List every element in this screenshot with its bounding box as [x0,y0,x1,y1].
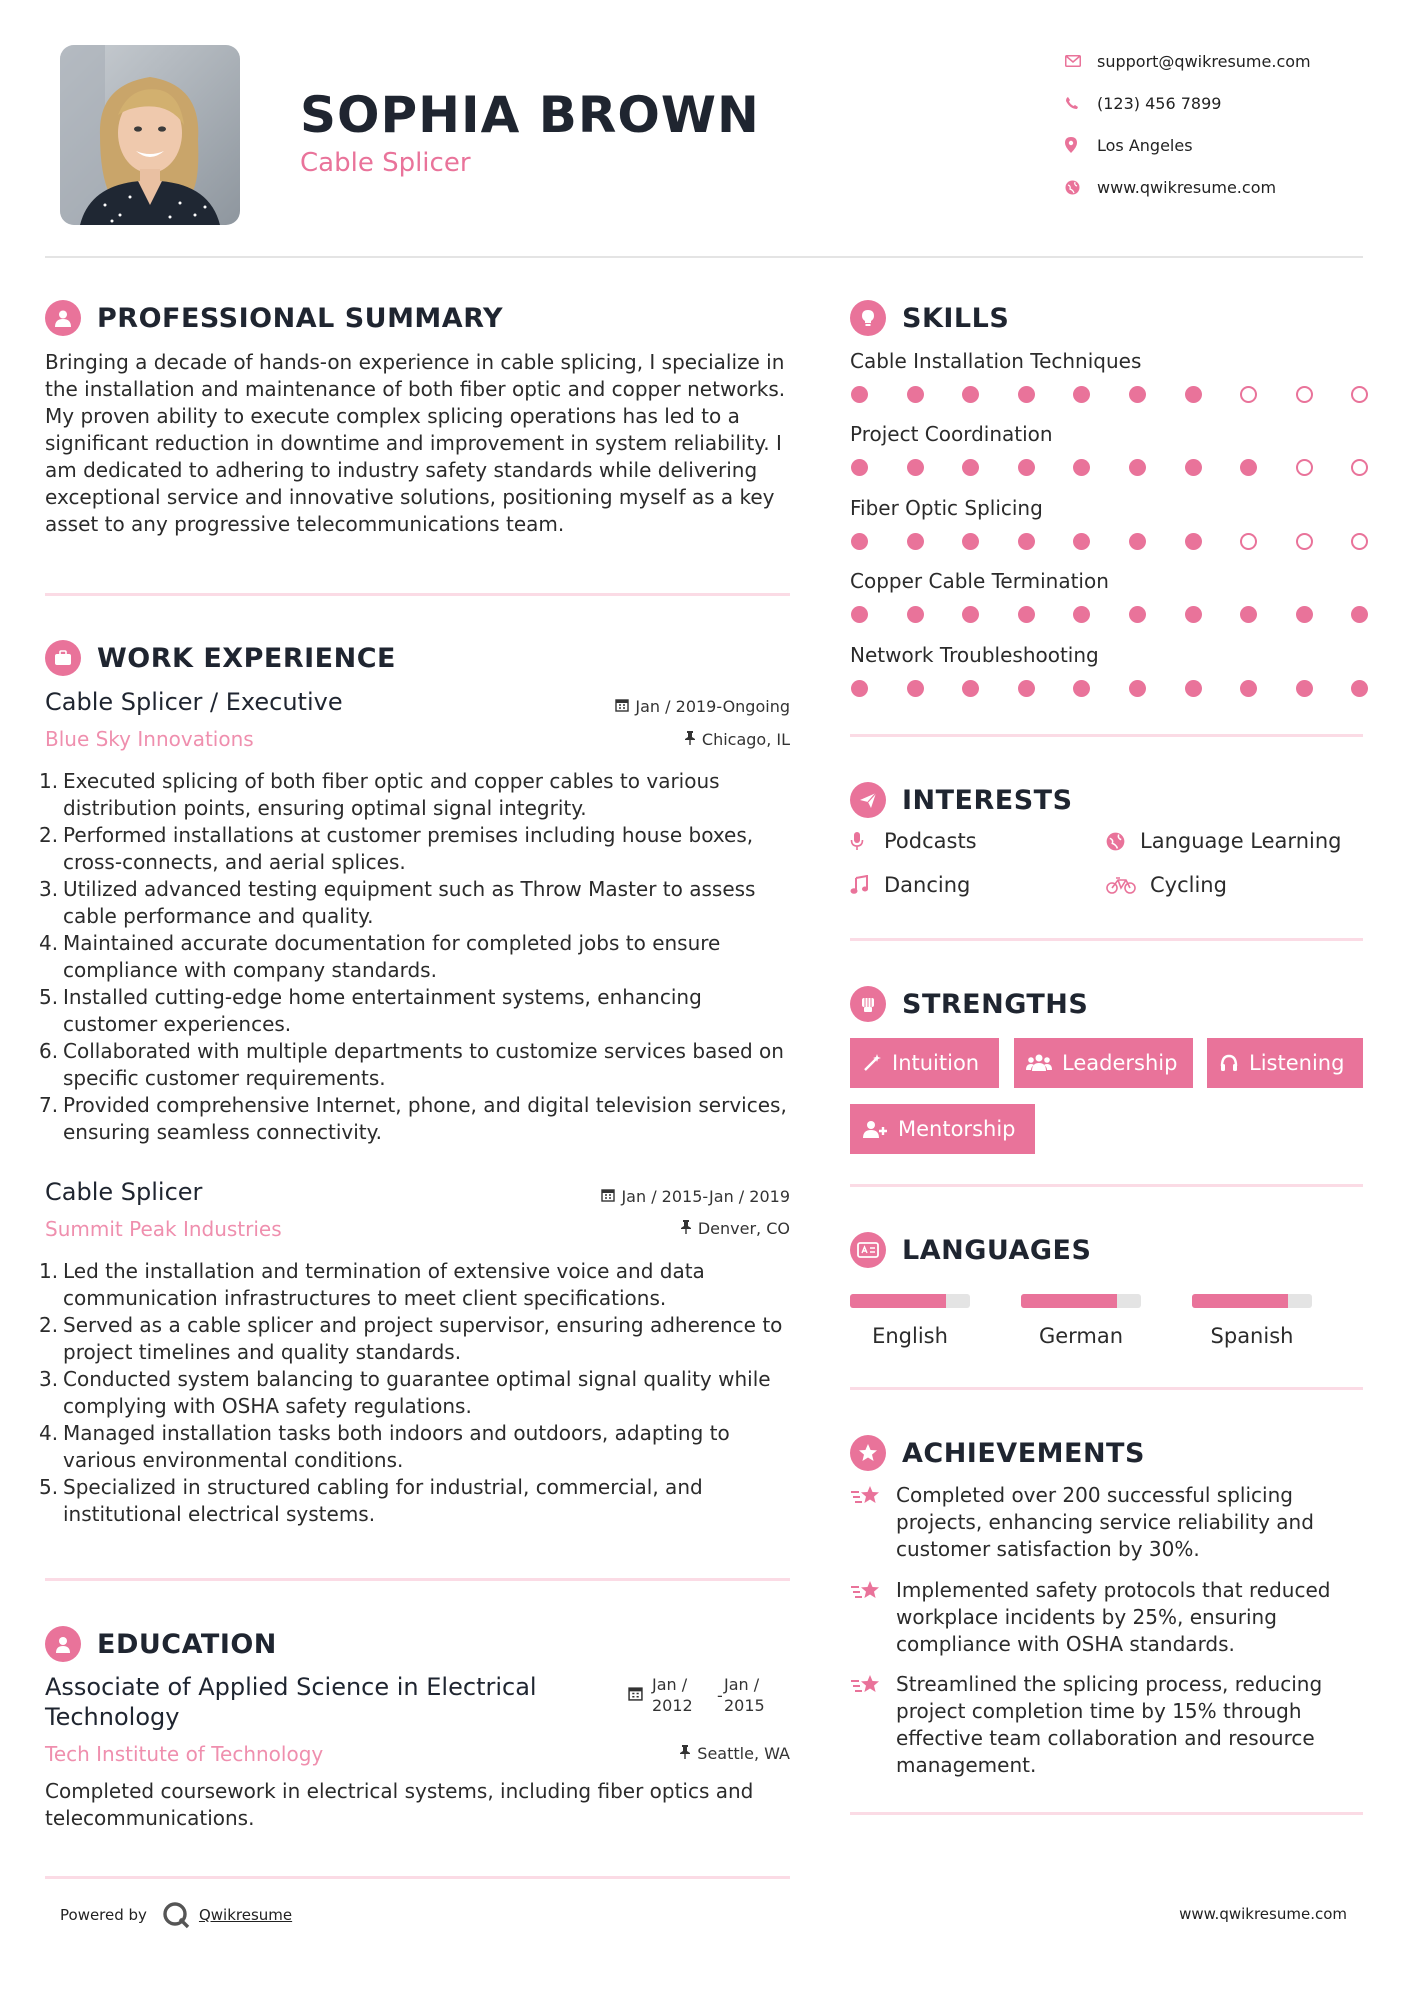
skill-dot-filled [1351,606,1368,623]
raised-fist-icon [850,986,886,1022]
pushpin-icon [684,730,696,749]
skill-dot-filled [1185,459,1202,476]
skill-name: Copper Cable Termination [850,569,1109,593]
skill-dot-filled [1073,606,1090,623]
skill-dot-filled [1240,680,1257,697]
skill-dot-filled [1073,459,1090,476]
qwikresume-logo-icon [161,1900,191,1930]
briefcase-icon [45,640,81,676]
skill-dot-filled [851,386,868,403]
skill-dot-filled [1296,680,1313,697]
list-item: 3. Conducted system balancing to guarantee optimal signal quality while complying with OSHA safety regulations. [39,1367,771,1418]
job-date [490,697,790,716]
language-name: English [872,1324,948,1348]
school-location-text: Seattle, WA [697,1744,790,1763]
achievements-title: ACHIEVEMENTS [902,1437,1145,1469]
skill-name: Fiber Optic Splicing [850,496,1043,520]
list-item: 3. Utilized advanced testing equipment such as Throw Master to assess cable performance and quality. [39,877,756,928]
envelope-icon [1065,51,1097,71]
summary-title: PROFESSIONAL SUMMARY [97,302,504,334]
achievement-item: Streamlined the splicing process, reducing project completion time by 15% through effective team collaboration and resource management. [850,1671,1363,1779]
skill-dot-filled [1185,533,1202,550]
education-start: Jan / 2012 [652,1675,693,1715]
interest-cycling: Cycling [1106,873,1227,897]
experience-divider [45,1578,790,1581]
job-date-text: Jan / 2015-Jan / 2019 [621,1187,790,1206]
shooting-star-icon [850,1482,896,1563]
interest-podcasts: Podcasts [850,829,977,853]
profile-photo [60,45,240,225]
skill-dot-filled [851,533,868,550]
job-bullets [39,768,795,1146]
skill-dot-filled [907,386,924,403]
contact-website[interactable] [1065,166,1385,208]
skill-dot-filled [1129,680,1146,697]
skill-rating [851,459,1407,476]
company-name: Blue Sky Innovations [45,727,254,751]
strength-tag-intuition: Intuition [850,1038,999,1088]
skill-dot-filled [1018,606,1035,623]
shooting-star-icon [850,1671,896,1779]
strength-tag-mentorship: Mentorship [850,1104,1035,1154]
globe-icon [1106,832,1132,851]
languages-heading [850,1230,1091,1270]
contact-list [1065,40,1385,208]
skill-dot-filled [851,606,868,623]
experience-title: WORK EXPERIENCE [97,642,396,674]
contact-email[interactable] [1065,40,1385,82]
skill-dot-filled [1185,606,1202,623]
job-location [490,1219,790,1238]
achievement-item: Completed over 200 successful splicing projects, enhancing service reliability and customer satisfaction by 30%. [850,1482,1363,1563]
skills-heading [850,298,1009,338]
phone-icon [1065,93,1097,113]
job-title: Cable Splicer / Executive [45,688,343,716]
language-bar-spanish [1192,1294,1312,1308]
list-item: 4. Maintained accurate documentation for completed jobs to ensure compliance with company standards. [39,931,721,982]
job-location-text: Denver, CO [697,1219,790,1238]
powered-label: Powered by [60,1906,147,1924]
skill-dot-filled [1185,680,1202,697]
list-item: 1. Led the installation and termination of extensive voice and data communication infrastructures to meet client specifications. [39,1259,705,1310]
list-item: 6. Collaborated with multiple departments to customize services based on specific customer requirements. [39,1039,784,1090]
strengths-title: STRENGTHS [902,988,1089,1020]
list-item: 7. Provided comprehensive Internet, phone, and digital television services, ensuring seamless connectivity. [39,1093,787,1144]
globe-icon [1065,177,1097,197]
skill-dot-filled [962,533,979,550]
calendar-icon [628,1686,643,1705]
location-pin-icon [1065,135,1097,155]
school-name: Tech Institute of Technology [45,1742,324,1766]
school-location [490,1744,790,1763]
contact-location-text: Los Angeles [1097,135,1193,155]
skill-dot-filled [907,680,924,697]
skill-rating [851,606,1407,623]
calendar-icon [601,1187,615,1206]
skill-dot-filled [1129,606,1146,623]
skill-dot-filled [851,680,868,697]
language-bar-english [850,1294,970,1308]
group-icon [1026,1053,1052,1073]
skill-dot-filled [1018,533,1035,550]
strength-tag-leadership: Leadership [1014,1038,1193,1088]
skill-name: Project Coordination [850,422,1053,446]
pushpin-icon [679,1744,691,1763]
list-item: 5. Specialized in structured cabling for industrial, commercial, and institutional electrical systems. [39,1475,703,1526]
skill-dot-filled [907,533,924,550]
microphone-icon [850,831,876,851]
job-location [490,730,790,749]
contact-website-text: www.qwikresume.com [1097,177,1277,197]
education-end: Jan / 2015 [724,1675,765,1715]
list-item: 2. Served as a cable splicer and project supervisor, ensuring adherence to project timelines and quality standards. [39,1313,783,1364]
skill-dot-filled [1351,680,1368,697]
skill-name: Network Troubleshooting [850,643,1099,667]
language-card-icon [850,1232,886,1268]
interest-dancing: Dancing [850,873,970,897]
magic-wand-icon [862,1053,882,1073]
list-item: 1. Executed splicing of both fiber optic and copper cables to various distribution points, ensuring optimal signal integrity. [39,769,720,820]
interests-heading [850,780,1073,820]
languages-title: LANGUAGES [902,1234,1092,1266]
company-name: Summit Peak Industries [45,1217,282,1241]
skill-dot-filled [962,459,979,476]
skill-dot-filled [962,680,979,697]
pushpin-icon [680,1219,692,1238]
summary-text: Bringing a decade of hands-on experience in cable splicing, I specialize in the installation and maintenance of both fiber optic and copper networks. My proven ability to execute complex splicing operations has led to a significant reduction in downtime and improvement in system reliability. I am dedicated to adhering to industry safety standards while delivering exceptional service and innovative solutions, positioning myself as a key asset to any progressive telecommunications team. [45,350,786,536]
list-item: 4. Managed installation tasks both indoors and outdoors, adapting to various environmental conditions. [39,1421,730,1472]
job-date [490,1187,790,1206]
skill-dot-filled [851,459,868,476]
skill-dot-empty [1296,459,1313,476]
language-name: Spanish [1210,1324,1294,1348]
qwikresume-link[interactable]: Qwikresume [198,1906,293,1924]
education-title: EDUCATION [97,1628,277,1660]
skill-rating [851,680,1407,697]
skill-dot-filled [1073,680,1090,697]
powered-by [60,1900,292,1930]
lightbulb-icon [850,300,886,336]
strengths-heading [850,984,1088,1024]
skill-dot-filled [1073,386,1090,403]
skills-divider [850,734,1363,737]
calendar-icon [615,697,629,716]
bicycle-icon [1106,876,1142,894]
contact-phone-text: (123) 456 7899 [1097,93,1222,113]
job-bullets [39,1258,795,1528]
header-divider [45,256,1363,258]
education-divider [45,1876,790,1879]
language-level-fill [1021,1294,1117,1308]
headphones-icon [1219,1053,1239,1073]
skill-dot-filled [1018,459,1035,476]
skill-dot-filled [1073,533,1090,550]
user-icon [45,300,81,336]
skill-dot-filled [962,606,979,623]
job-location-text: Chicago, IL [701,730,790,749]
skill-dot-filled [1018,680,1035,697]
strength-tag-listening: Listening [1207,1038,1363,1088]
skill-dot-filled [907,606,924,623]
job-date-text: Jan / 2019-Ongoing [635,697,790,716]
education-date-dash: - [717,1686,723,1705]
star-badge-icon [850,1435,886,1471]
skill-dot-filled [1129,533,1146,550]
education-text: Completed coursework in electrical systems, including fiber optics and telecommunications. [45,1779,754,1830]
skill-dot-empty [1296,386,1313,403]
candidate-name: SOPHIA BROWN [300,86,760,144]
list-item: 5. Installed cutting-edge home entertainment systems, enhancing customer experiences. [39,985,702,1036]
language-name: German [1038,1324,1124,1348]
achievement-item: Implemented safety protocols that reduced workplace incidents by 25%, ensuring compliance with OSHA standards. [850,1577,1363,1658]
experience-heading [45,638,396,678]
shooting-star-icon [850,1577,896,1658]
contact-phone[interactable] [1065,82,1385,124]
paper-plane-icon [850,782,886,818]
education-heading [45,1624,277,1664]
degree-title: Associate of Applied Science in Electrical Technology [45,1673,537,1731]
skill-dot-empty [1351,386,1368,403]
skill-rating [851,386,1407,403]
list-item: 2. Performed installations at customer premises including house boxes, cross-connects, and aerial splices. [39,823,754,874]
skill-dot-filled [1296,606,1313,623]
skills-title: SKILLS [902,302,1010,334]
contact-location [1065,124,1385,166]
interest-language-learning: Language Learning [1106,829,1341,853]
interests-title: INTERESTS [902,784,1073,816]
skill-dot-filled [1240,459,1257,476]
job-title: Cable Splicer [45,1178,203,1206]
footer-url[interactable]: www.qwikresume.com [1179,1905,1347,1923]
interests-divider [850,938,1363,941]
summary-heading [45,298,503,338]
skill-dot-filled [1018,386,1035,403]
skill-dot-empty [1351,533,1368,550]
language-level-fill [850,1294,946,1308]
strengths-divider [850,1184,1363,1187]
skill-dot-empty [1240,386,1257,403]
skill-dot-filled [962,386,979,403]
achievements-heading [850,1433,1145,1473]
language-bar-german [1021,1294,1141,1308]
contact-email-text: support@qwikresume.com [1097,51,1311,71]
skill-dot-empty [1240,533,1257,550]
skill-dot-filled [1185,386,1202,403]
skill-name: Cable Installation Techniques [850,349,1142,373]
user-plus-icon [862,1119,888,1139]
summary-divider [45,593,790,596]
skill-dot-filled [1129,459,1146,476]
music-note-icon [850,875,876,895]
skill-dot-filled [907,459,924,476]
languages-divider [850,1387,1363,1390]
graduate-icon [45,1626,81,1662]
skill-dot-filled [1240,606,1257,623]
skill-dot-filled [1129,386,1146,403]
achievements-divider [850,1812,1363,1815]
candidate-role: Cable Splicer [300,148,471,178]
skill-dot-empty [1351,459,1368,476]
language-level-fill [1192,1294,1288,1308]
skill-dot-empty [1296,533,1313,550]
skill-rating [851,533,1407,550]
